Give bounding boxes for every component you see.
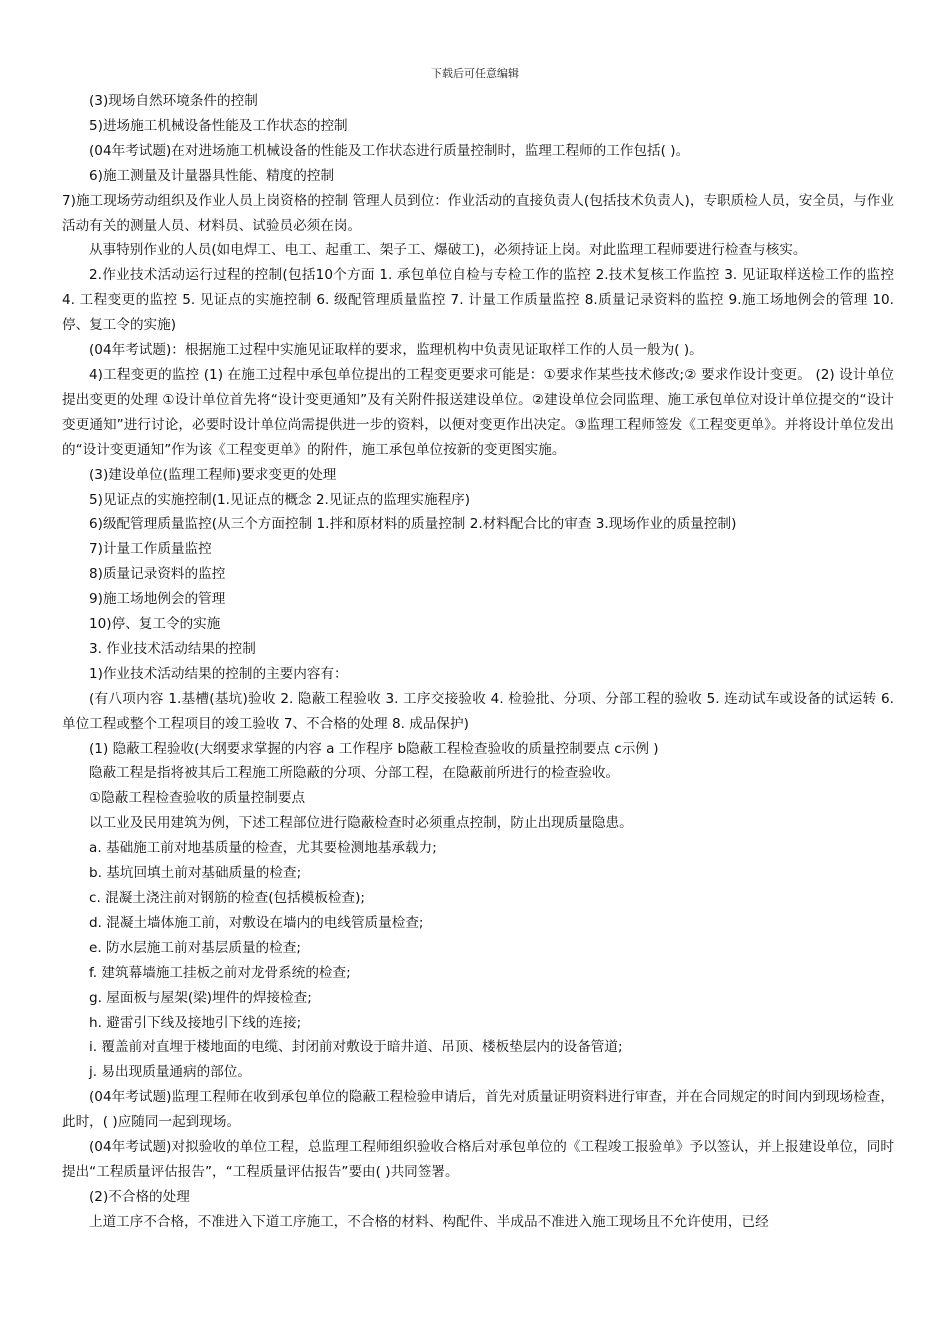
paragraph: 隐蔽工程是指将被其后工程施工所隐蔽的分项、分部工程，在隐蔽前所进行的检查验收。 [89,765,620,782]
page-header: 下载后可任意编辑 [431,67,519,80]
paragraph: 3. 作业技术活动结果的控制 [89,640,256,657]
paragraph: 5)见证点的实施控制(1.见证点的概念 2.见证点的监理实施程序) [89,491,471,508]
paragraph: j. 易出现质量通病的部位。 [89,1064,251,1081]
paragraph: h. 避雷引下线及接地引下线的连接; [89,1014,302,1031]
paragraph: 4)工程变更的监控 (1) 在施工过程中承包单位提出的工程变更要求可能是：①要求作某些技术修改;② 要求作设计变更。 (2) 设计单位提出变更的处理 ①设计单位首先将“设计变更通知”及有关附件报送建设单位。②建设单位会同监理、施工承包单位对设计单位提交的“设计变更通知”进行讨论，必要时设计单位尚需提供进一步的资料，以便对变更作出决定。③监理工程师签发《工程变更单》。并将设计单位发出的“设计变更通知”作为该《工程变更单》的附件，施工承包单位按新的变更图实施。 [62,366,894,458]
paragraph: ①隐蔽工程检查验收的质量控制要点 [89,790,306,807]
paragraph: (有八项内容 1.基槽(基坑)验收 2. 隐蔽工程验收 3. 工序交接验收 4. 检验批、分项、分部工程的验收 5. 连动试车或设备的试运转 6. 单位工程或整个工程项目的竣工验收 7、不合格的处理 8. 成品保护) [62,690,894,732]
paragraph: g. 屋面板与屋架(梁)埋件的焊接检查; [89,989,312,1006]
paragraph: c. 混凝土浇注前对钢筋的检查(包括模板检查); [89,890,365,906]
paragraph: (1) 隐蔽工程验收(大纲要求掌握的内容 a 工作程序 b隐蔽工程检查验收的质量控制要点 c示例 ) [89,740,659,757]
paragraph: (04年考试题)对拟验收的单位工程，总监理工程师组织验收合格后对承包单位的《工程竣工报验单》予以签认，并上报建设单位，同时提出“工程质量评估报告”，“工程质量评估报告”要由( )共同签署。 [62,1139,894,1180]
paragraph: (2)不合格的处理 [89,1188,190,1205]
paragraph: 从事特别作业的人员(如电焊工、电工、起重工、架子工、爆破工)，必须持证上岗。对此监理工程师要进行检查与核实。 [89,242,807,259]
paragraph: 1)作业技术活动结果的控制的主要内容有： [89,665,348,682]
paragraph: 10)停、复工令的实施 [89,616,221,633]
paragraph: 上道工序不合格，不准进入下道工序施工，不合格的材料、构配件、半成品不准进入施工现场且不允许使用，已经 [89,1213,769,1230]
paragraph: 6)施工测量及计量器具性能、精度的控制 [89,167,335,184]
paragraph: (3)现场自然环境条件的控制 [89,93,258,109]
paragraph: a. 基础施工前对地基质量的检查，尤其要检测地基承载力; [89,840,437,857]
paragraph: 7)施工现场劳动组织及作业人员上岗资格的控制 管理人员到位：作业活动的直接负责人(包括技术负责人)，专职质检人员，安全员，与作业活动有关的测量人员、材料员、试验员必须在岗。 [62,192,894,234]
paragraph: 2.作业技术活动运行过程的控制(包括10个方面 1. 承包单位自检与专检工作的监控 2.技术复核工作监控 3. 见证取样送检工作的监控 4. 工程变更的监控 5. 见证点的实施控制 6. 级配管理质量监控 7. 计量工作质量监控 8.质量记录资料的监控 9.施工场地例会的管理 10.停、复工令的实施) [62,267,894,334]
paragraph: 7)计量工作质量监控 [89,541,212,558]
paragraph: 6)级配管理质量监控(从三个方面控制 1.拌和原材料的质量控制 2.材料配合比的审查 3.现场作业的质量控制) [89,516,737,533]
paragraph: (04年考试题)：根据施工过程中实施见证取样的要求，监理机构中负责见证取样工作的人员一般为( )。 [89,342,703,359]
paragraph: e. 防水层施工前对基层质量的检查; [89,939,301,956]
paragraph: 9)施工场地例会的管理 [89,591,226,608]
paragraph: i. 覆盖前对直埋于楼地面的电缆、封闭前对敷设于暗井道、吊顶、楼板垫层内的设备管道; [89,1039,623,1056]
document-body [62,89,894,1235]
paragraph: b. 基坑回填土前对基础质量的检查; [89,865,302,882]
paragraph: (3)建设单位(监理工程师)要求变更的处理 [89,466,337,483]
paragraph: 以工业及民用建筑为例，下述工程部位进行隐蔽检查时必须重点控制，防止出现质量隐患。 [89,815,633,832]
paragraph: f. 建筑幕墙施工挂板之前对龙骨系统的检查; [89,964,351,981]
paragraph: (04年考试题)监理工程师在收到承包单位的隐蔽工程检验申请后，首先对质量证明资料进行审查，并在合同规定的时间内到现场检查，此时，( )应随同一起到现场。 [62,1089,894,1131]
paragraph: 5)进场施工机械设备性能及工作状态的控制 [89,117,348,134]
paragraph: d. 混凝土墙体施工前，对敷设在墙内的电线管质量检查; [89,914,424,931]
paragraph: (04年考试题)在对进场施工机械设备的性能及工作状态进行质量控制时，监理工程师的工作包括( )。 [89,142,690,159]
paragraph: 8)质量记录资料的监控 [89,566,226,583]
